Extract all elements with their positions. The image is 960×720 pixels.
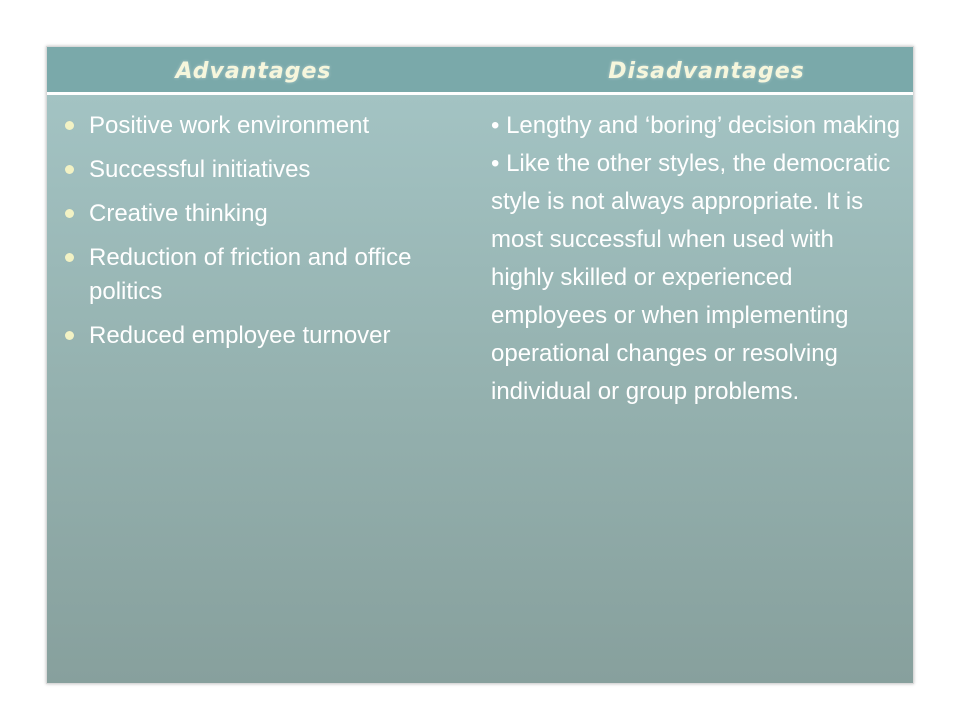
bullet-icon [65,165,74,174]
advantages-header: Advantages [175,59,332,84]
comparison-table [46,46,914,684]
disadvantages-header: Disadvantages [608,59,805,84]
advantages-cell [47,95,477,683]
disadvantage-text: • Like the other styles, the democratic style is not always appropriate. It is most successful when used with highly skilled or experienced employees or when implementing operational changes or resolving individual or group problems. [491,150,891,405]
list-item [65,197,477,231]
advantage-text: Creative thinking [89,200,268,227]
list-item [65,109,477,143]
advantage-text: Reduced employee turnover [89,322,391,349]
list-item [65,153,477,187]
list-item [65,241,477,309]
list-item [65,319,477,353]
advantage-text: Positive work environment [89,112,370,139]
advantage-text: Successful initiatives [89,156,311,183]
bullet-icon [65,121,74,130]
bullet-icon [65,331,74,340]
disadvantages-cell [477,95,913,683]
advantages-list [65,109,477,353]
table-header-row [47,47,913,95]
advantage-text: Reduction of friction and office politics [89,244,412,305]
disadvantage-text: • Lengthy and ‘boring’ decision making [491,112,901,139]
bullet-icon [65,209,74,218]
table-body-row [47,95,913,683]
bullet-icon [65,253,74,262]
